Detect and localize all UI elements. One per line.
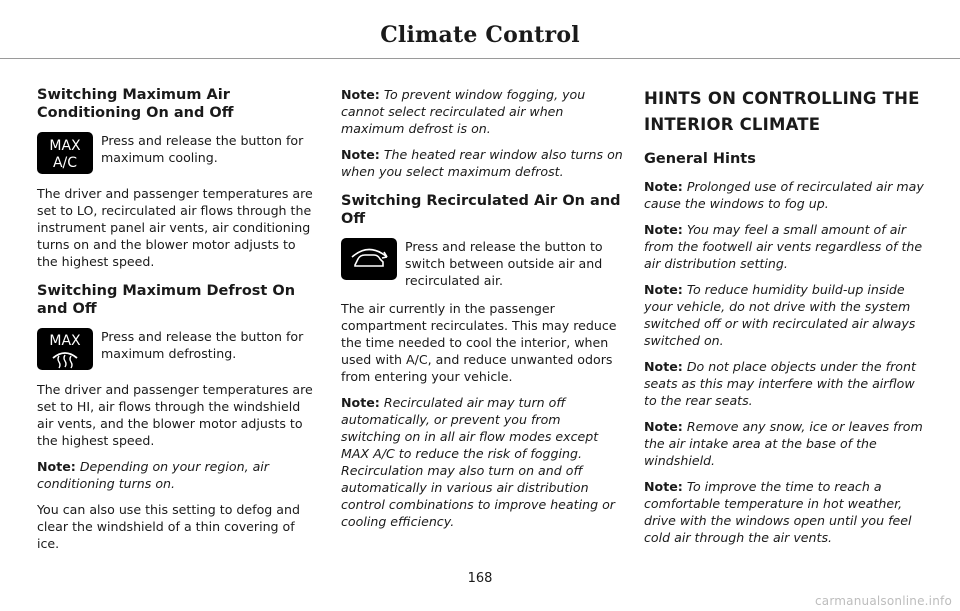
note-text: Depending on your region, air conditioning turns on. — [37, 459, 269, 491]
max-defrost-body: The driver and passenger temperatures are set to HI, air flows through the windshield air vents, and the blower motor adjusts to the highest speed. — [37, 382, 313, 448]
note-label: Note: — [37, 459, 76, 474]
max-defrost-instruction — [37, 328, 319, 370]
column-3 — [644, 86, 926, 555]
note-label: Note: — [644, 359, 683, 374]
header-divider — [0, 58, 960, 59]
page-title: Climate Control — [380, 22, 580, 48]
note-text: Remove any snow, ice or leaves from the air intake area at the base of the windshield. — [644, 419, 923, 468]
hint-note — [644, 221, 926, 272]
hint-note — [644, 358, 926, 409]
watermark: carmanualsonline.info — [815, 594, 952, 608]
max-defrost-icon-text: MAX — [49, 333, 81, 349]
note-label: Note: — [644, 419, 683, 434]
hint-note — [644, 418, 926, 469]
heading-general-hints: General Hints — [644, 151, 756, 167]
hint-note — [644, 178, 926, 212]
note-text: To prevent window fogging, you cannot select recirculated air when maximum defrost is on. — [341, 87, 586, 136]
note-text: To improve the time to reach a comfortable temperature in hot weather, drive with the windows open until you feel cold air through the air vents. — [644, 479, 912, 545]
heading-max-ac: Switching Maximum Air Conditioning On and Off — [37, 87, 234, 121]
note-region — [37, 458, 319, 492]
note-label: Note: — [341, 395, 380, 410]
page-number: 168 — [467, 571, 493, 586]
recirc-desc: Press and release the button to switch between outside air and recirculated air. — [405, 239, 603, 288]
column-1 — [37, 86, 319, 561]
recirc-body: The air currently in the passenger compartment recirculates. This may reduce the time needed to cool the interior, when used with A/C, and reduce unwanted odors from entering your vehicle. — [341, 301, 617, 384]
hint-note — [644, 478, 926, 546]
note-text: Recirculated air may turn off automatically, or prevent you from switching on in all air flow modes except MAX A/C to reduce the risk of fogging. Recirculation may also turn on and off automatically in various air distribution control combinations to improve heating or cooling efficiency. — [341, 395, 615, 529]
note-text: Prolonged use of recirculated air may cause the windows to fog up. — [644, 179, 924, 211]
max-ac-icon — [37, 132, 93, 174]
note-label: Note: — [341, 87, 380, 102]
note-recirc-auto — [341, 394, 623, 530]
note-text: The heated rear window also turns on when you select maximum defrost. — [341, 147, 623, 179]
max-ac-desc: Press and release the button for maximum cooling. — [101, 133, 304, 165]
max-defrost-icon — [37, 328, 93, 370]
note-window-fogging — [341, 86, 623, 137]
note-label: Note: — [644, 179, 683, 194]
column-2 — [341, 86, 623, 539]
heading-hints: HINTS ON CONTROLLING THE INTERIOR CLIMATE — [644, 89, 920, 134]
max-defrost-desc: Press and release the button for maximum defrosting. — [101, 329, 304, 361]
note-text: You may feel a small amount of air from the footwell air vents regardless of the air distribution setting. — [644, 222, 923, 271]
note-text: To reduce humidity build-up inside your vehicle, do not drive with the system switched off or with recirculated air always switched on. — [644, 282, 916, 348]
note-heated-rear-window — [341, 146, 623, 180]
max-ac-body: The driver and passenger temperatures are set to LO, recirculated air flows through the instrument panel air vents, air conditioning turns on and the blower motor adjusts to the highest speed. — [37, 186, 313, 269]
note-label: Note: — [341, 147, 380, 162]
heading-recirculated-air: Switching Recirculated Air On and Off — [341, 193, 621, 227]
note-label: Note: — [644, 479, 683, 494]
note-label: Note: — [644, 282, 683, 297]
recirc-instruction — [341, 238, 623, 289]
heading-max-defrost: Switching Maximum Defrost On and Off — [37, 283, 296, 317]
defog-body: You can also use this setting to defog and clear the windshield of a thin covering of ice. — [37, 502, 300, 551]
max-ac-icon-text-max: MAX — [49, 138, 81, 154]
max-ac-icon-text-ac: A/C — [52, 155, 78, 171]
note-text: Do not place objects under the front seats as this may interfere with the airflow to the rear seats. — [644, 359, 916, 408]
recirculation-car-icon — [341, 238, 397, 280]
note-label: Note: — [644, 222, 683, 237]
max-ac-instruction — [37, 132, 319, 174]
hint-note — [644, 281, 926, 349]
